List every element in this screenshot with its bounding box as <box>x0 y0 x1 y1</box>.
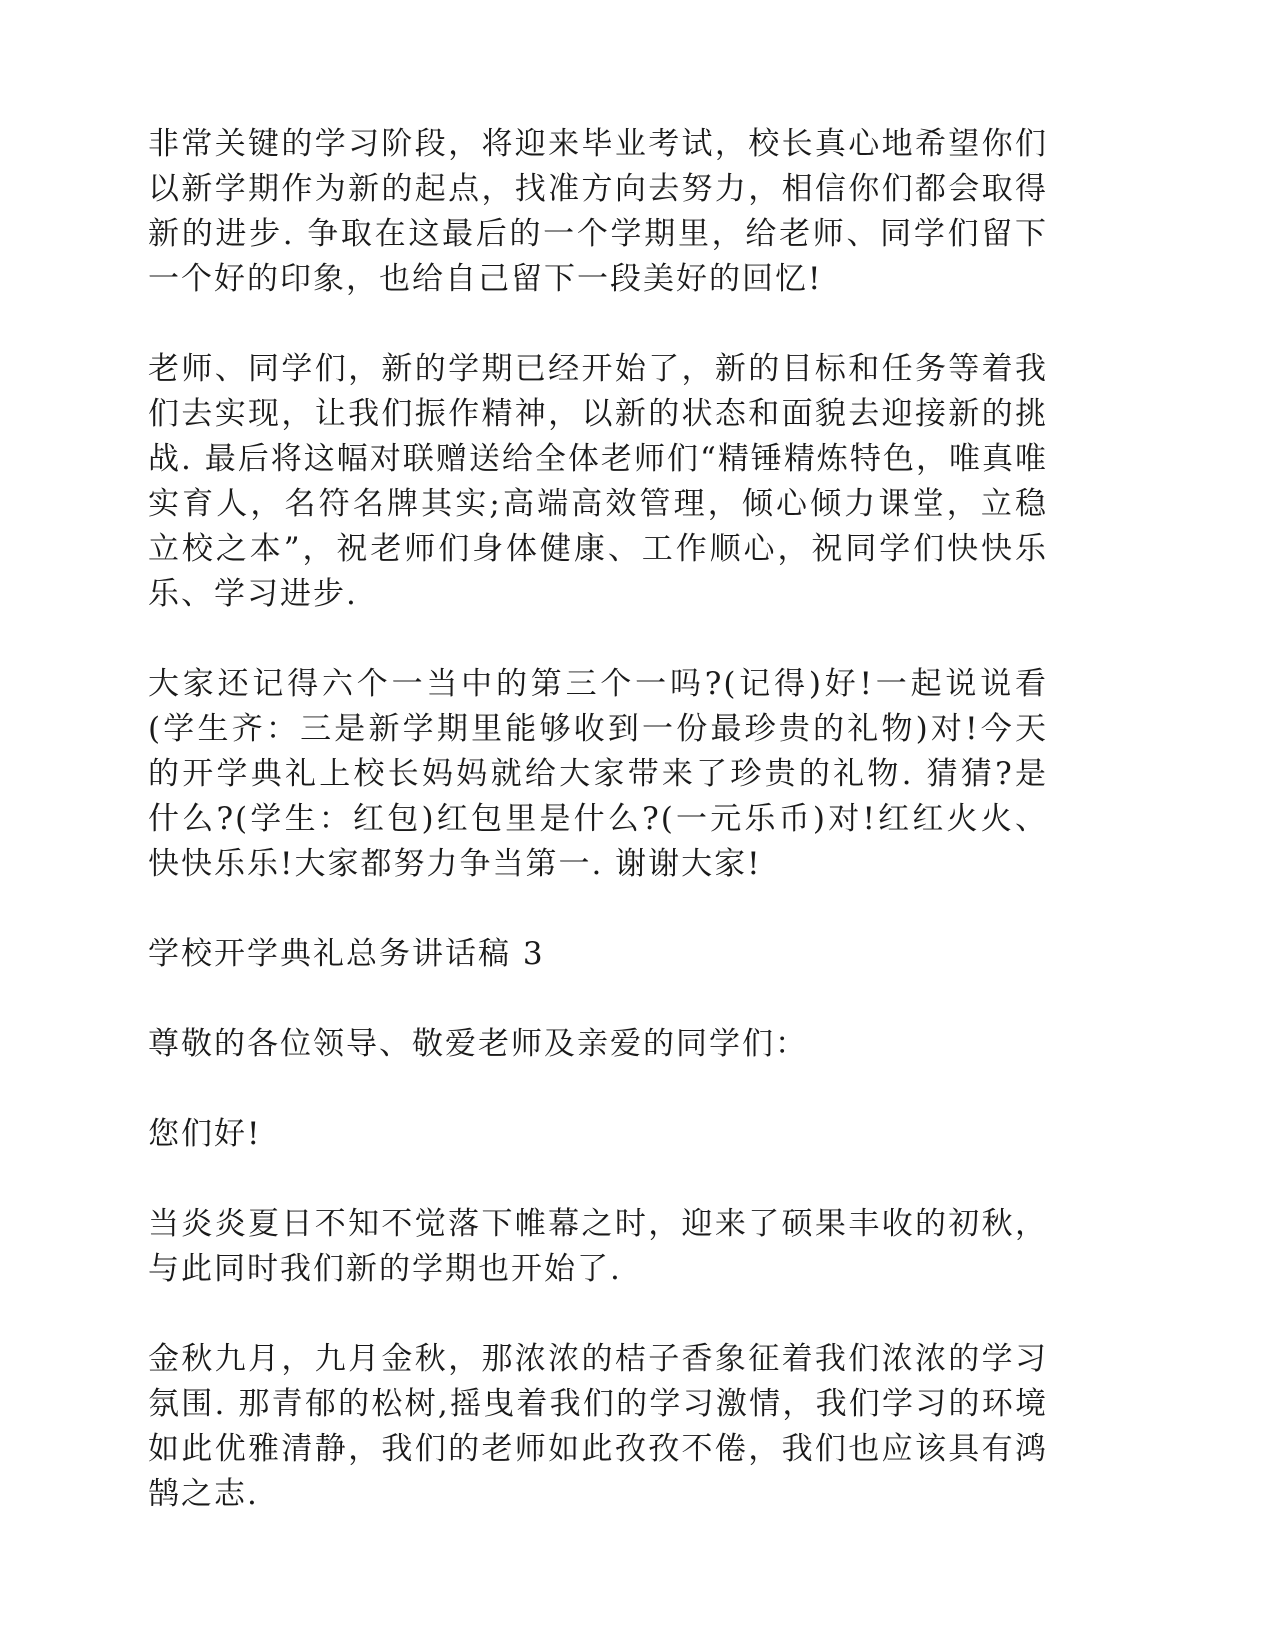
paragraph-golden-september: 金秋九月，九月金秋，那浓浓的桔子香象征着我们浓浓的学习氛围. 那青郁的松树,摇曳着我们的学习激情，我们学习的环境如此优雅清静，我们的老师如此孜孜不倦，我们也应该具有鸿鹄之志. <box>148 1341 1048 1512</box>
section-heading: 学校开学典礼总务讲话稿 3 <box>148 936 545 972</box>
document-body <box>148 122 1048 1517</box>
greeting: 您们好! <box>148 1116 262 1152</box>
paragraph-early-autumn: 当炎炎夏日不知不觉落下帷幕之时，迎来了硕果丰收的初秋，与此同时我们新的学期也开始了. <box>148 1206 1048 1287</box>
salutation: 尊敬的各位领导、敬爱老师及亲爱的同学们： <box>148 1026 808 1062</box>
paragraph-new-semester-couplet: 老师、同学们，新的学期已经开始了，新的目标和任务等着我们去实现，让我们振作精神，以新的状态和面貌去迎接新的挑战. 最后将这幅对联赠送给全体老师们“精锤精炼特色，唯真唯实育人，名符名牌其实;高端高效管理，倾心倾力课堂，立稳立校之本”，祝老师们身体健康、工作顺心，祝同学们快快乐乐、学习进步. <box>148 351 1048 612</box>
paragraph-graduation-hopes: 非常关键的学习阶段，将迎来毕业考试，校长真心地希望你们以新学期作为新的起点，找准方向去努力，相信你们都会取得新的进步. 争取在这最后的一个学期里，给老师、同学们留下一个好的印象，也给自己留下一段美好的回忆! <box>148 126 1048 297</box>
paragraph-gift: 大家还记得六个一当中的第三个一吗?(记得)好!一起说说看(学生齐：三是新学期里能够收到一份最珍贵的礼物)对!今天的开学典礼上校长妈妈就给大家带来了珍贵的礼物. 猜猜?是什么?(学生：红包)红包里是什么?(一元乐币)对!红红火火、快快乐乐!大家都努力争当第一. 谢谢大家! <box>148 666 1048 882</box>
